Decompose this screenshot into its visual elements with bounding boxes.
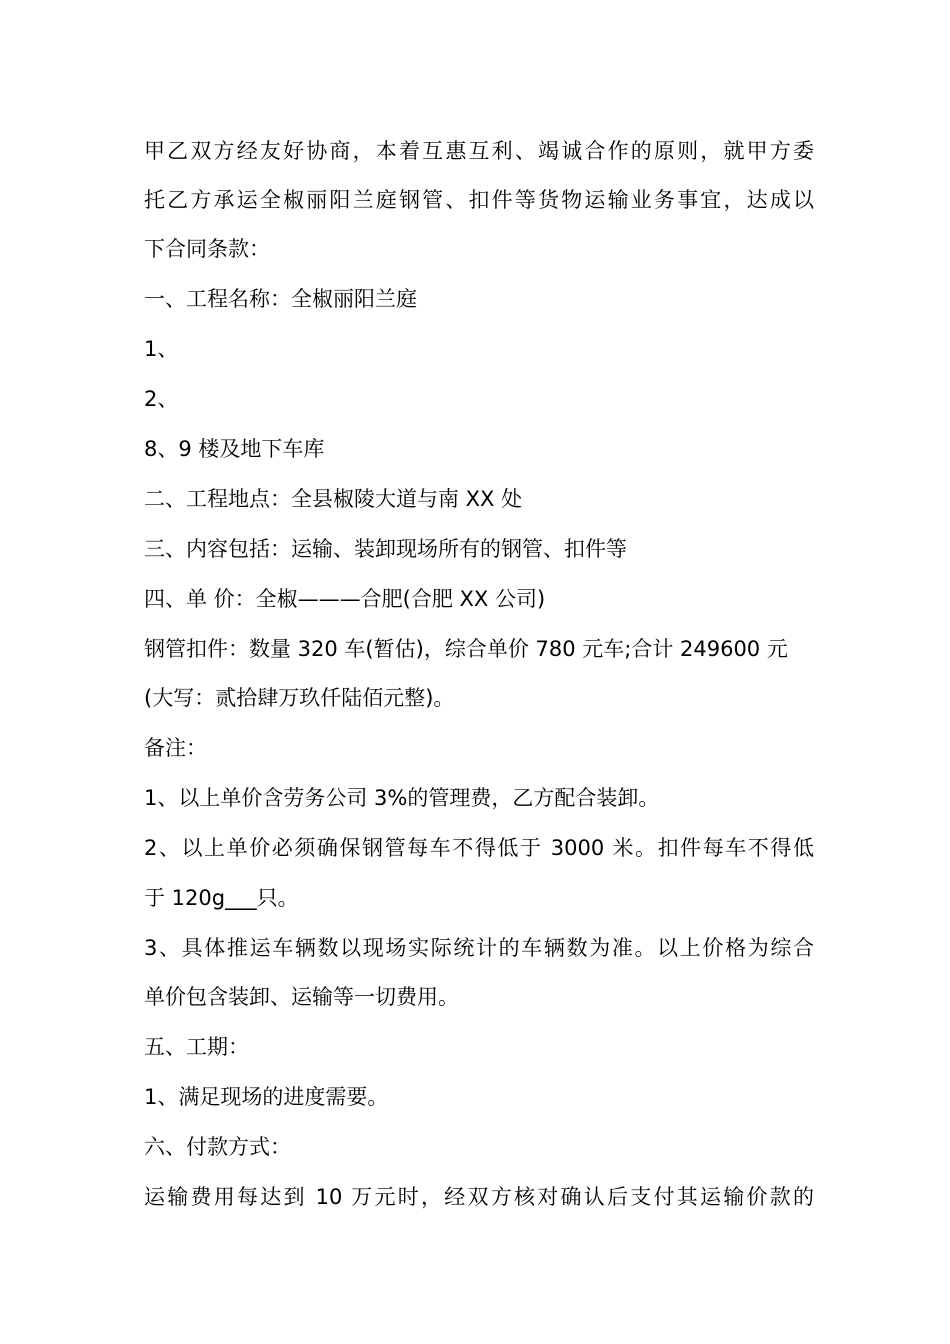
note-item: 于 120g___只。 <box>144 886 299 910</box>
note-item: 1、以上单价含劳务公司 3%的管理费，乙方配合装卸。 <box>144 786 660 810</box>
section-heading: 五、工期： <box>144 1035 249 1059</box>
list-item: 8、9 楼及地下车库 <box>144 437 325 461</box>
paragraph-line: 下合同条款： <box>144 237 270 261</box>
section-heading: 四、单 价：全椒———合肥(合肥 XX 公司) <box>144 587 546 611</box>
note-item: 2、以上单价必须确保钢管每车不得低于 3000 米。扣件每车不得低 <box>144 836 814 860</box>
section-heading: 三、内容包括：运输、装卸现场所有的钢管、扣件等 <box>144 537 627 561</box>
list-item: 2、 <box>144 387 179 411</box>
note-item: 单价包含装卸、运输等一切费用。 <box>144 985 459 1009</box>
notes-heading: 备注： <box>144 736 207 760</box>
paragraph-line: (大写：贰拾肆万玖仟陆佰元整)。 <box>144 686 455 710</box>
paragraph-line: 托乙方承运全椒丽阳兰庭钢管、扣件等货物运输业务事宜，达成以 <box>144 188 814 212</box>
paragraph-line: 钢管扣件：数量 320 车(暂估)，综合单价 780 元车;合计 249600 元 <box>144 637 788 661</box>
note-item: 3、具体推运车辆数以现场实际统计的车辆数为准。以上价格为综合 <box>144 936 814 960</box>
paragraph-line: 甲乙双方经友好协商，本着互惠互利、竭诚合作的原则，就甲方委 <box>144 139 814 163</box>
section-heading: 一、工程名称：全椒丽阳兰庭 <box>144 287 417 311</box>
section-heading: 六、付款方式： <box>144 1135 291 1159</box>
section-heading: 二、工程地点：全县椒陵大道与南 XX 处 <box>144 487 523 511</box>
paragraph-line: 运输费用每达到 10 万元时，经双方核对确认后支付其运输价款的 <box>144 1185 814 1209</box>
list-item: 1、满足现场的进度需要。 <box>144 1085 389 1109</box>
list-item: 1、 <box>144 337 179 361</box>
